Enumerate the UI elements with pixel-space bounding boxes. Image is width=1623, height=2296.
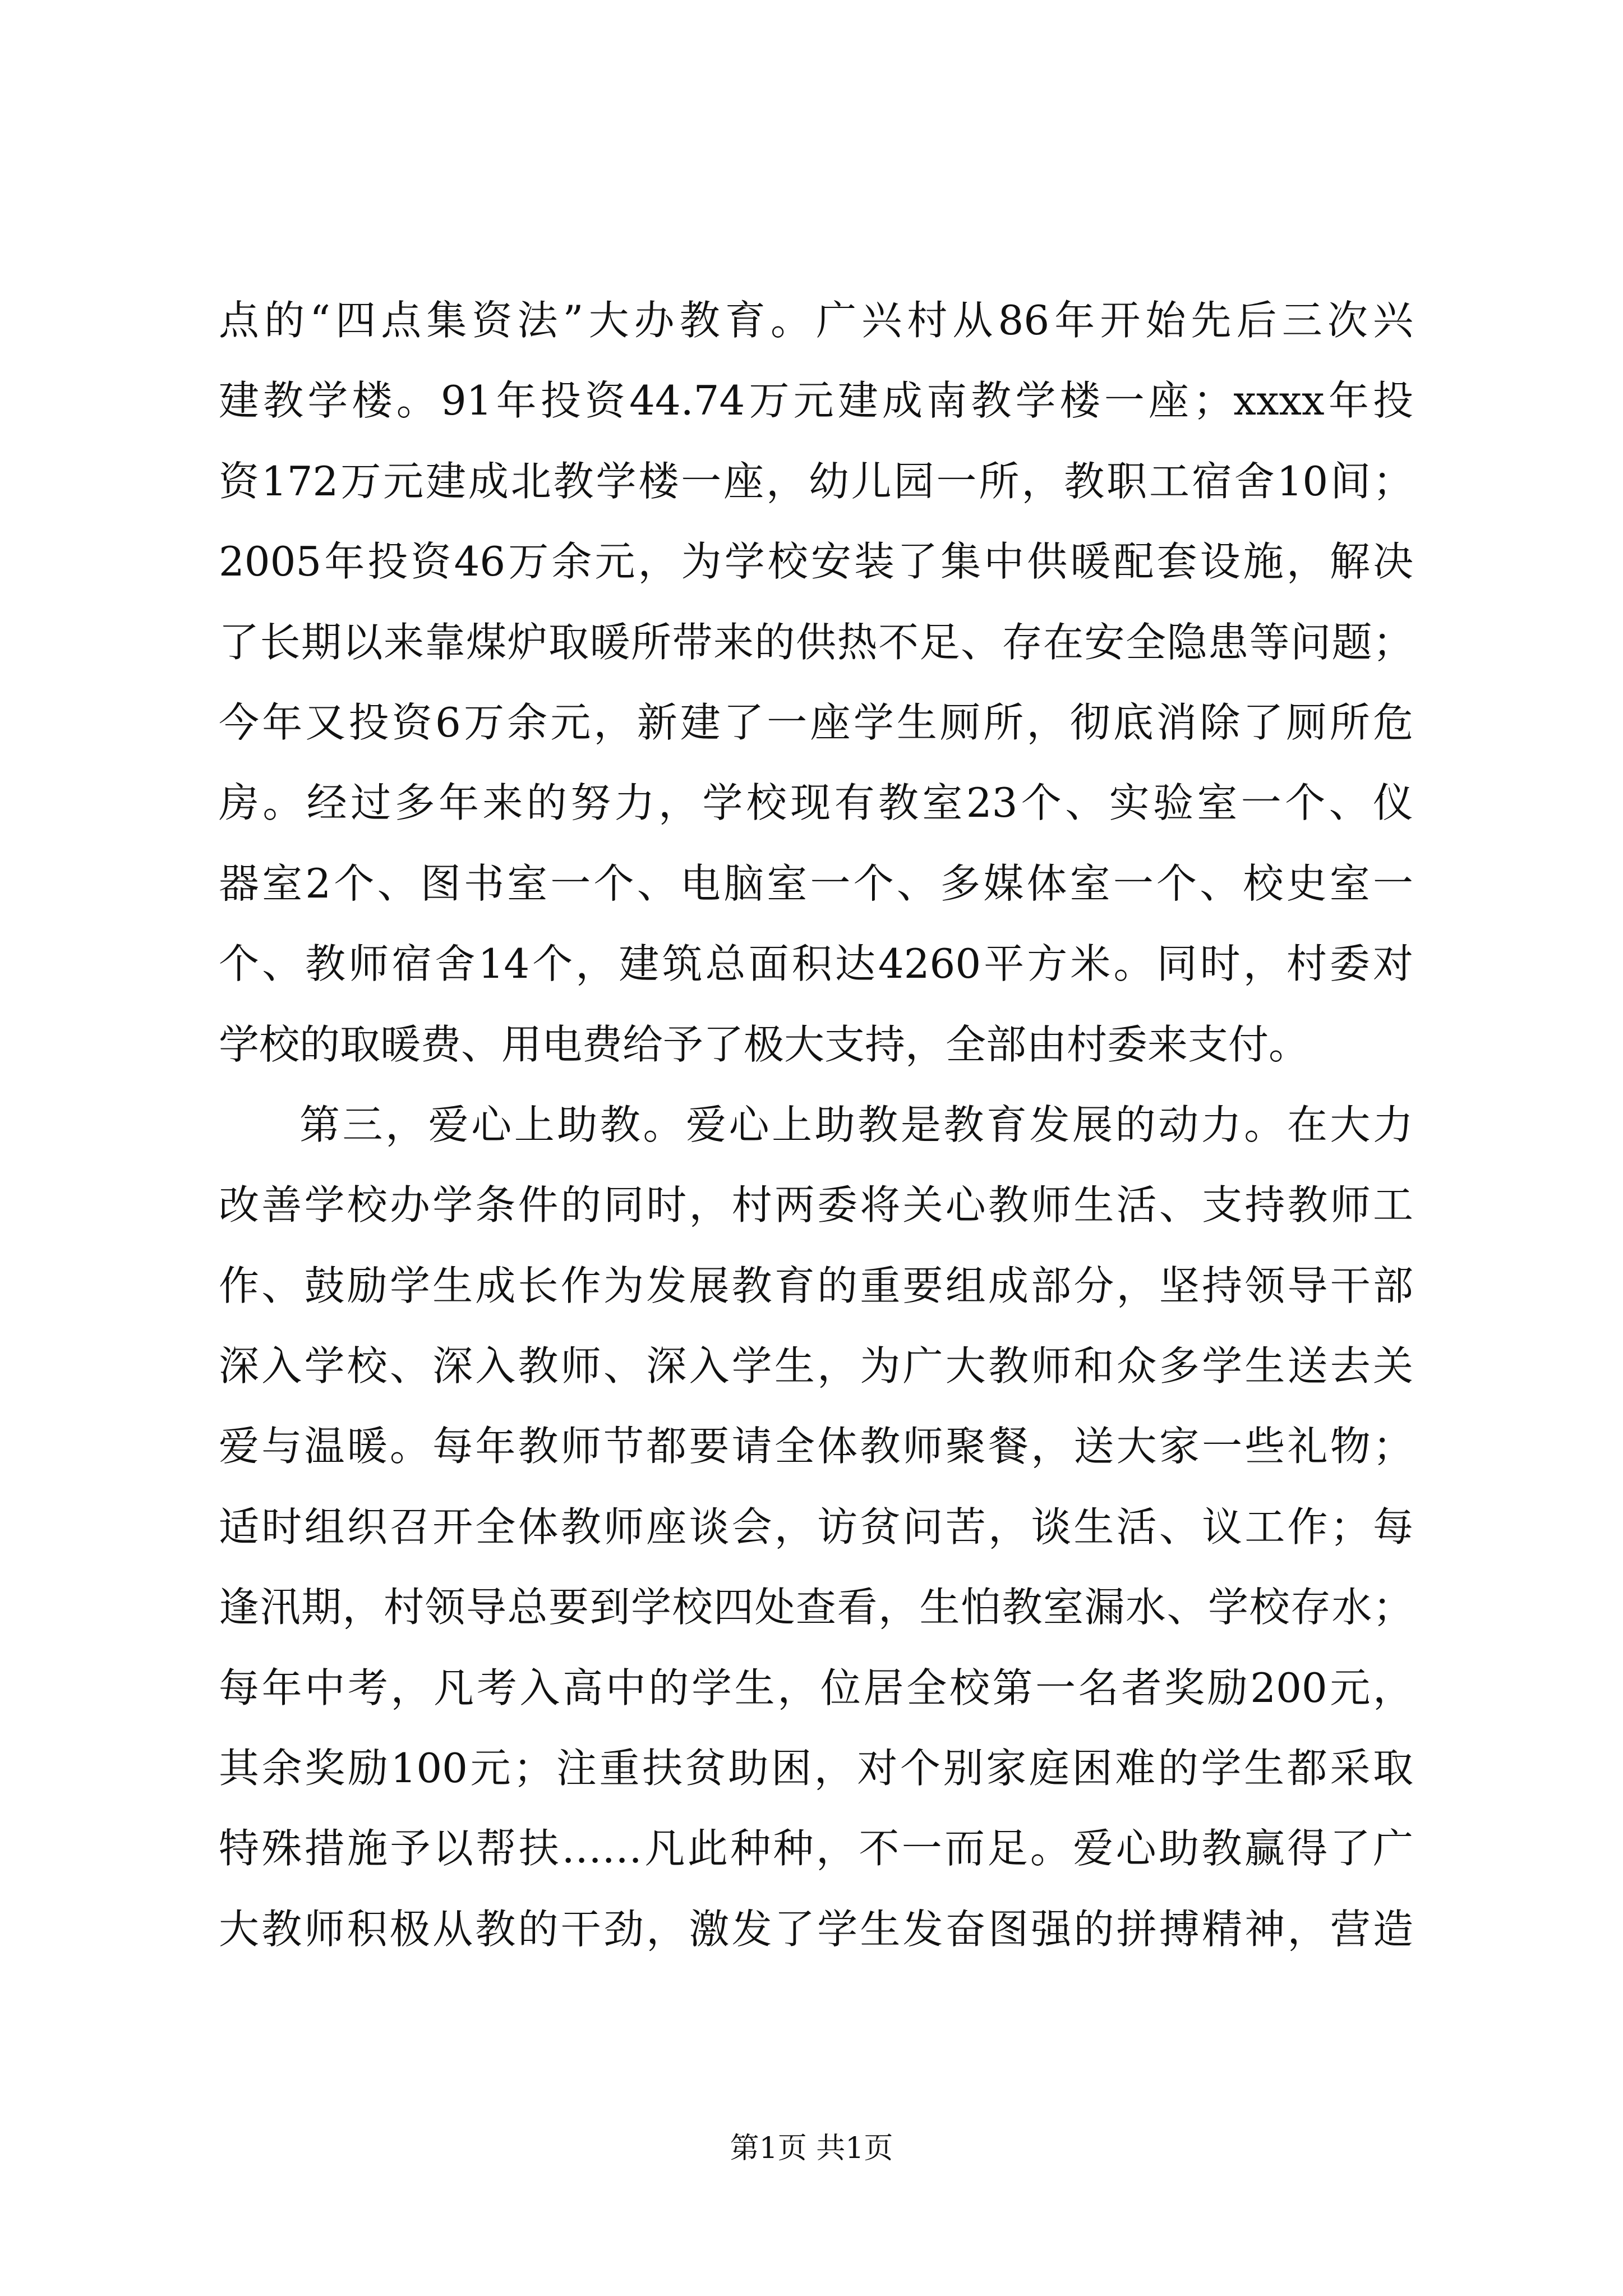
page-number-footer: 第1页 共1页 (730, 2132, 893, 2165)
text-line: 房。经过多年来的努力，学校现有教室23个、实验室一个、仪 (219, 779, 1413, 827)
text-line: 器室2个、图书室一个、电脑室一个、多媒体室一个、校史室一 (219, 859, 1413, 907)
text-line: 建教学楼。91年投资44.74万元建成南教学楼一座；xxxx年投 (219, 377, 1413, 425)
text-line: 其余奖励100元；注重扶贫助困，对个别家庭困难的学生都采取 (219, 1745, 1413, 1792)
text-line: 了长期以来靠煤炉取暖所带来的供热不足、存在安全隐患等问题； (219, 618, 1413, 666)
text-line: 特殊措施予以帮扶……凡此种种，不一而足。爱心助教赢得了广 (219, 1825, 1413, 1872)
text-line: 个、教师宿舍14个，建筑总面积达4260平方米。同时，村委对 (219, 940, 1413, 988)
text-line: 点的“四点集资法”大办教育。广兴村从86年开始先后三次兴 (219, 297, 1413, 344)
text-line: 资172万元建成北教学楼一座，幼儿园一所，教职工宿舍10间； (219, 457, 1413, 505)
text-line: 逢汛期，村领导总要到学校四处查看，生怕教室漏水、学校存水； (219, 1584, 1413, 1631)
text-line: 爱与温暖。每年教师节都要请全体教师聚餐，送大家一些礼物； (219, 1423, 1413, 1470)
text-line: 改善学校办学条件的同时，村两委将关心教师生活、支持教师工 (219, 1181, 1413, 1229)
text-line: 作、鼓励学生成长作为发展教育的重要组成部分，坚持领导干部 (219, 1262, 1413, 1309)
text-line: 学校的取暖费、用电费给予了极大支持，全部由村委来支付。 (219, 1020, 1310, 1068)
text-line: 大教师积极从教的干劲，激发了学生发奋图强的拼搏精神，营造 (219, 1905, 1413, 1953)
text-line: 每年中考，凡考入高中的学生，位居全校第一名者奖励200元， (219, 1664, 1413, 1711)
body-text (219, 280, 1413, 1970)
text-line: 适时组织召开全体教师座谈会，访贫问苦，谈生活、议工作；每 (219, 1503, 1413, 1550)
paragraph-start-line: 第三，爱心上助教。爱心上助教是教育发展的动力。在大力 (299, 1101, 1413, 1148)
text-line: 今年又投资6万余元，新建了一座学生厕所，彻底消除了厕所危 (219, 698, 1413, 746)
text-line: 深入学校、深入教师、深入学生，为广大教师和众多学生送去关 (219, 1342, 1413, 1390)
text-line: 2005年投资46万余元，为学校安装了集中供暖配套设施，解决 (219, 538, 1413, 586)
